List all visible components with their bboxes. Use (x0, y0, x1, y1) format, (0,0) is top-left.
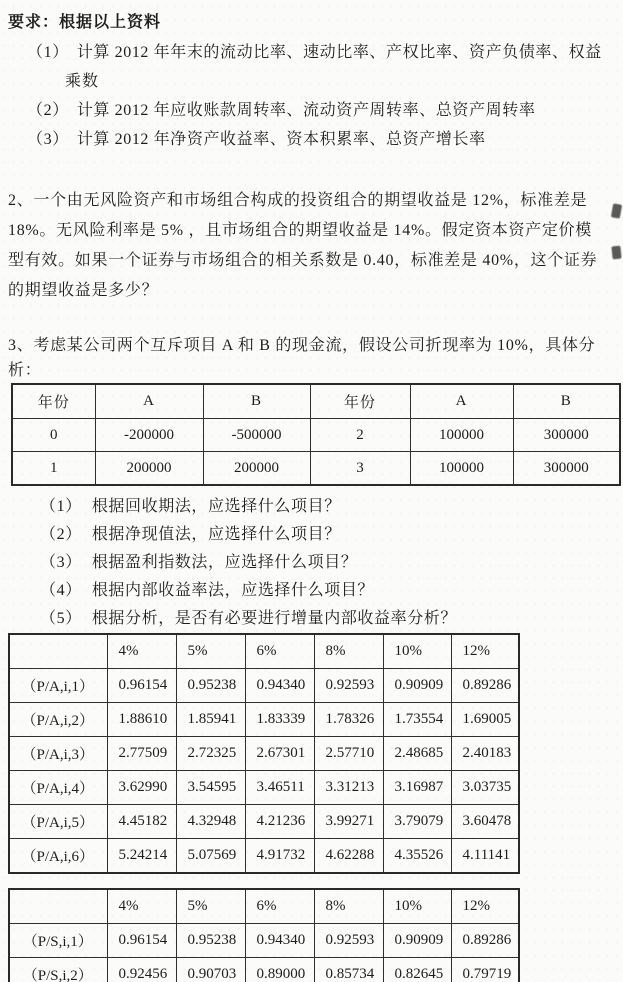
row-label: （P/A,i,1） (9, 669, 107, 703)
question-2-line: 18%。无风险利率是 5% ，且市场组合的期望收益是 14%。假定资本资产定价模 (8, 222, 592, 239)
rate-header: 6% (245, 889, 314, 924)
row-label: （P/A,i,4） (9, 771, 107, 805)
cell: 200000 (95, 452, 203, 486)
question-2-line: 的期望收益是多少？ (8, 282, 159, 299)
pa-row (9, 703, 519, 737)
cell: 0.95238 (176, 924, 245, 958)
rate-header: 10% (383, 889, 451, 924)
cell: 5.24214 (107, 839, 176, 874)
cell: 3.03735 (451, 771, 519, 805)
subquestion-text: 根据分析，是否有必要进行增量内部收益率分析？ (91, 610, 458, 627)
cell: 2 (310, 419, 410, 452)
question-3-subquestions (8, 493, 623, 633)
cell: 3 (310, 452, 410, 486)
cell: 1.73554 (383, 703, 451, 737)
row-label: （P/S,i,1） (9, 924, 107, 958)
cell: 0.94340 (245, 924, 314, 958)
cell: 4.91732 (245, 839, 314, 874)
cell: 1.78326 (314, 703, 383, 737)
cell: 3.60478 (451, 805, 519, 839)
cell: 1.88610 (107, 703, 176, 737)
cell: 3.46511 (245, 771, 314, 805)
cell: 4.62288 (314, 839, 383, 874)
rate-header: 10% (383, 634, 451, 669)
subquestion-text: 根据净现值法，应选择什么项目？ (91, 526, 341, 543)
cell: 0.92456 (107, 958, 176, 982)
row-label: （P/A,i,3） (9, 737, 107, 771)
rate-header: 8% (314, 634, 383, 669)
subquestion-number: （2） (40, 526, 82, 543)
cell: 4.11141 (451, 839, 519, 874)
cell: 100000 (410, 419, 513, 452)
cashflow-table (11, 383, 621, 486)
pa-row (9, 669, 519, 703)
cell: 300000 (513, 452, 620, 486)
requirements-heading: 要求：根据以上资料 (8, 14, 162, 31)
cell: -200000 (95, 419, 203, 452)
cashflow-row (12, 419, 620, 452)
subquestion-5 (8, 605, 623, 633)
requirement-number: （1） (27, 44, 69, 61)
subquestion-number: （4） (40, 582, 82, 599)
cell: 2.72325 (176, 737, 245, 771)
corner-cell (9, 634, 107, 669)
cell: 4.35526 (383, 839, 451, 874)
cell: 4.21236 (245, 805, 314, 839)
cell: 0.95238 (176, 669, 245, 703)
requirement-item-3 (8, 125, 623, 154)
cell: 0.89000 (245, 958, 314, 982)
cell: 0.90909 (383, 669, 451, 703)
subquestion-number: （3） (40, 554, 82, 571)
column-header: B (203, 384, 310, 419)
ps-row (9, 924, 519, 958)
subquestion-3 (8, 549, 623, 577)
cell: 0.82645 (383, 958, 451, 982)
cell: 0.89286 (451, 669, 519, 703)
question-2-line: 型有效。如果一个证券与市场组合的相关系数是 0.40，标准差是 40%，这个证券 (8, 252, 598, 269)
pa-row (9, 839, 519, 874)
pa-row (9, 805, 519, 839)
subquestion-4 (8, 577, 623, 605)
cell: 1.85941 (176, 703, 245, 737)
ps-factor-table (8, 888, 520, 982)
cell: 2.77509 (107, 737, 176, 771)
question-3-intro (8, 333, 623, 383)
column-header: 年份 (12, 384, 95, 419)
cell: 2.57710 (314, 737, 383, 771)
subquestion-text: 根据内部收益率法，应选择什么项目？ (91, 582, 375, 599)
column-header: A (95, 384, 203, 419)
row-label: （P/A,i,6） (9, 839, 107, 874)
requirement-item-2 (8, 96, 623, 125)
rate-header: 5% (176, 889, 245, 924)
cell: 3.16987 (383, 771, 451, 805)
rate-header: 6% (245, 634, 314, 669)
cashflow-header-row (12, 384, 620, 419)
rate-header: 4% (107, 889, 176, 924)
question-2 (8, 186, 623, 306)
cell: 0.79719 (451, 958, 519, 982)
subquestion-text: 根据回收期法，应选择什么项目？ (91, 498, 341, 515)
cell: 0.90703 (176, 958, 245, 982)
cashflow-row (12, 452, 620, 486)
column-header: 年份 (310, 384, 410, 419)
cell: 2.67301 (245, 737, 314, 771)
scan-artifact (611, 246, 621, 260)
cell: 1 (12, 452, 95, 486)
pa-row (9, 737, 519, 771)
subquestion-1 (8, 493, 623, 521)
cell: 0.92593 (314, 924, 383, 958)
subquestion-number: （1） (40, 498, 82, 515)
row-label: （P/A,i,2） (9, 703, 107, 737)
requirement-item-1 (8, 38, 623, 67)
cell: 0.85734 (314, 958, 383, 982)
row-label: （P/S,i,2） (9, 958, 107, 982)
cell: 0.89286 (451, 924, 519, 958)
cell: 200000 (203, 452, 310, 486)
rate-header: 4% (107, 634, 176, 669)
corner-cell (9, 889, 107, 924)
cell: 1.83339 (245, 703, 314, 737)
cell: -500000 (203, 419, 310, 452)
cell: 0.90909 (383, 924, 451, 958)
rate-header: 12% (451, 634, 519, 669)
question-3-intro-line: 析： (8, 362, 42, 379)
ps-row (9, 958, 519, 982)
requirement-number: （2） (27, 102, 69, 119)
cell: 0.94340 (245, 669, 314, 703)
requirement-text: 计算 2012 年应收账款周转率、流动资产周转率、总资产周转率 (76, 102, 536, 119)
cell: 2.40183 (451, 737, 519, 771)
question-2-line: 2、一个由无风险资产和市场组合构成的投资组合的期望收益是 12%，标准差是 (8, 192, 588, 209)
rate-header: 8% (314, 889, 383, 924)
requirement-text: 计算 2012 年年末的流动比率、速动比率、产权比率、资产负债率、权益 (76, 44, 602, 61)
subquestion-text: 根据盈利指数法，应选择什么项目？ (91, 554, 358, 571)
rate-header: 5% (176, 634, 245, 669)
column-header: B (513, 384, 620, 419)
cell: 3.54595 (176, 771, 245, 805)
cell: 100000 (410, 452, 513, 486)
requirement-number: （3） (27, 131, 69, 148)
column-header: A (410, 384, 513, 419)
ps-header-row (9, 889, 519, 924)
cell: 0 (12, 419, 95, 452)
requirement-item-1-continuation: 乘数 (65, 73, 100, 90)
row-label: （P/A,i,5） (9, 805, 107, 839)
cell: 5.07569 (176, 839, 245, 874)
cell: 0.92593 (314, 669, 383, 703)
cell: 300000 (513, 419, 620, 452)
pa-row (9, 771, 519, 805)
pa-factor-table (8, 633, 520, 874)
cell: 4.32948 (176, 805, 245, 839)
question-3-intro-line: 3、考虑某公司两个互斥项目 A 和 B 的现金流，假设公司折现率为 10%，具体分 (8, 337, 596, 354)
cell: 1.69005 (451, 703, 519, 737)
subquestion-2 (8, 521, 623, 549)
cell: 2.48685 (383, 737, 451, 771)
cell: 3.99271 (314, 805, 383, 839)
requirement-text: 计算 2012 年净资产收益率、资本积累率、总资产增长率 (76, 131, 486, 148)
cell: 3.31213 (314, 771, 383, 805)
rate-header: 12% (451, 889, 519, 924)
subquestion-number: （5） (40, 610, 82, 627)
cell: 0.96154 (107, 669, 176, 703)
cell: 4.45182 (107, 805, 176, 839)
cell: 0.96154 (107, 924, 176, 958)
cell: 3.79079 (383, 805, 451, 839)
cell: 3.62990 (107, 771, 176, 805)
pa-header-row (9, 634, 519, 669)
